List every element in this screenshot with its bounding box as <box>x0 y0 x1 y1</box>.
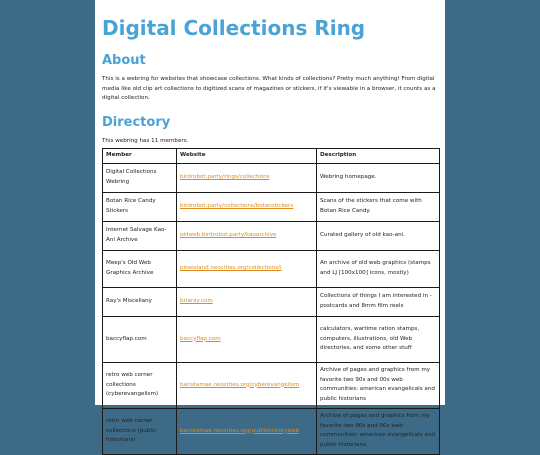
table-row <box>103 316 440 362</box>
website-link[interactable]: baristamae.neocities.org/publichistoryweb <box>180 427 300 434</box>
website-cell <box>177 408 317 454</box>
website-link[interactable]: oldweb.birdrobot.party/kaoarchive <box>180 232 277 239</box>
about-heading: About <box>102 53 146 68</box>
table-row <box>103 221 440 250</box>
member-name: retro web corner collections (cyberevangelism) <box>103 362 177 408</box>
website-link[interactable]: birdrobot.party/collections/botanstickers <box>180 203 294 210</box>
member-count: This webring has 11 members. <box>102 137 189 144</box>
website-cell <box>177 221 317 250</box>
member-description: calculators, wartime ration stamps, computers, illustrations, old Web directories, and some other stuff <box>317 316 440 362</box>
directory-heading: Directory <box>102 114 171 130</box>
website-link[interactable]: baccyflap.com <box>180 335 221 342</box>
table-row <box>103 192 440 221</box>
website-cell <box>177 362 317 408</box>
website-link[interactable]: briaray.com <box>180 298 213 305</box>
website-link[interactable]: baristamae.neocities.org/cyberevangelism <box>180 381 300 388</box>
table-row <box>103 362 440 408</box>
website-cell <box>177 250 317 287</box>
member-name: Meep's Old Web Graphics Archive <box>103 250 177 287</box>
member-name: baccyflap.com <box>103 316 177 362</box>
table-header-row <box>103 148 440 163</box>
member-name: Digital Collections Webring <box>103 163 177 192</box>
column-header-website: Website <box>177 148 317 163</box>
table-row <box>103 408 440 454</box>
member-description: Scans of the stickers that come with Botan Rice Candy. <box>317 192 440 221</box>
page-container <box>95 0 445 448</box>
member-description: An archive of old web graphics (stamps and LJ [100x100] icons, mostly) <box>317 250 440 287</box>
member-description: Webring homepage. <box>317 163 440 192</box>
website-cell <box>177 287 317 316</box>
website-link[interactable]: birdrobot.party/rings/collections <box>180 174 270 181</box>
member-description: Collections of things I am interested in - postcards and 8mm film reels <box>317 287 440 316</box>
table-row <box>103 287 440 316</box>
page-title: Digital Collections Ring <box>102 16 366 40</box>
table-row <box>103 163 440 192</box>
member-description: Archive of pages and graphics from my favorite two 90s and 00s web communities: american evangelicals and public historians <box>317 362 440 408</box>
member-name: retro web corner collections (public historians) <box>103 408 177 454</box>
website-link[interactable]: pineisland.neocities.org/collections/i <box>180 265 282 272</box>
table-row <box>103 250 440 287</box>
member-name: Internet Salvage Kao-Ani Archive <box>103 221 177 250</box>
website-cell <box>177 192 317 221</box>
member-name: Botan Rice Candy Stickers <box>103 192 177 221</box>
column-header-description: Description <box>317 148 440 163</box>
member-description: Curated gallery of old kao-ani. <box>317 221 440 250</box>
website-cell <box>177 316 317 362</box>
website-cell <box>177 163 317 192</box>
directory-table <box>102 148 440 455</box>
about-text: This is a webring for websites that showcase collections. What kinds of collections? Pretty much anything! From digital media like old clip art collections to digitized scans of magazines or stickers, if it's viewable in a browser, it counts as a digital collection. <box>102 76 436 102</box>
member-description: Archive of pages and graphics from my favorite two 90s and 00s web communities: american evangelicals and public historians <box>317 408 440 454</box>
column-header-member: Member <box>103 148 177 163</box>
member-name: Ray's Miscellany <box>103 287 177 316</box>
